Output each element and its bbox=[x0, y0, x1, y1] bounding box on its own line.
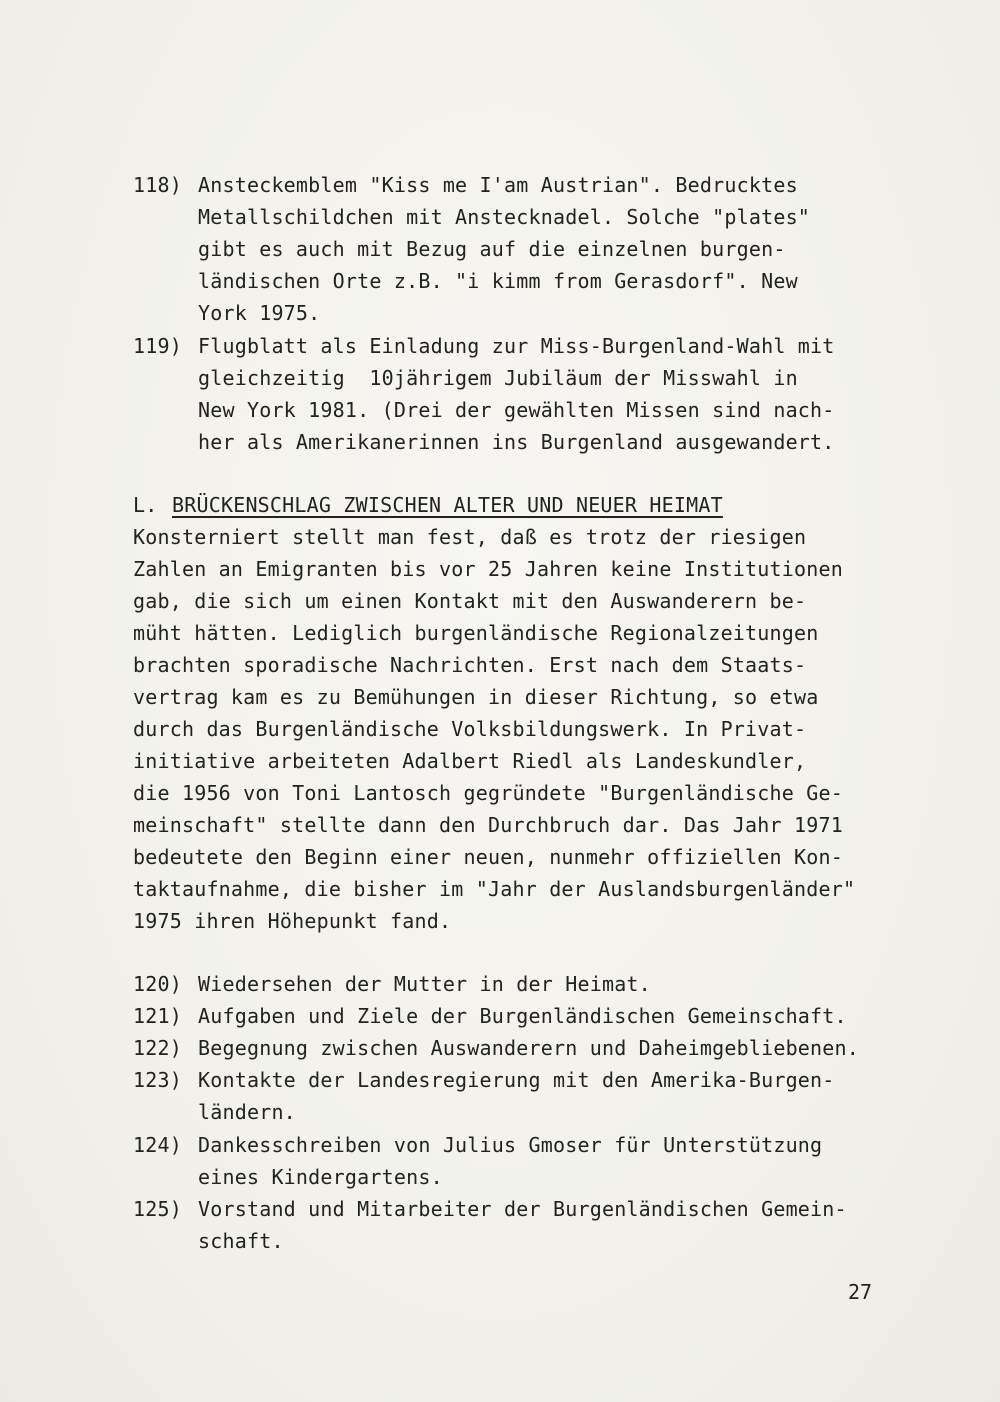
item-text-line: gibt es auch mit Bezug auf die einzelnen burgen- bbox=[198, 237, 786, 261]
item-number: 123) bbox=[133, 1068, 182, 1092]
item-text-line: her als Amerikanerinnen ins Burgenland ausgewandert. bbox=[198, 430, 835, 454]
item-number: 125) bbox=[133, 1197, 182, 1221]
item-number: 122) bbox=[133, 1036, 182, 1060]
item-text-line: Dankesschreiben von Julius Gmoser für Unterstützung bbox=[198, 1133, 823, 1157]
item-text-line: Vorstand und Mitarbeiter der Burgenländischen Gemein- bbox=[198, 1197, 847, 1221]
paragraph-line: die 1956 von Toni Lantosch gegründete "Burgenländische Ge- bbox=[133, 781, 843, 805]
item-number: 120) bbox=[133, 972, 182, 996]
paragraph-line: 1975 ihren Höhepunkt fand. bbox=[133, 909, 452, 933]
paragraph-line: Konsterniert stellt man fest, daß es trotz der riesigen bbox=[133, 525, 807, 549]
item-text-line: Metallschildchen mit Anstecknadel. Solche "plates" bbox=[198, 205, 811, 229]
item-text-line: Ansteckemblem "Kiss me I'am Austrian". Bedrucktes bbox=[198, 173, 798, 197]
paragraph-line: taktaufnahme, die bisher im "Jahr der Auslandsburgenländer" bbox=[133, 877, 856, 901]
section-letter: L. bbox=[133, 493, 158, 517]
page-number: 27 bbox=[848, 1280, 873, 1304]
section-title: BRÜCKENSCHLAG ZWISCHEN ALTER UND NEUER HEIMAT bbox=[172, 493, 723, 517]
paragraph-line: Zahlen an Emigranten bis vor 25 Jahren keine Institutionen bbox=[133, 557, 843, 581]
item-number: 124) bbox=[133, 1133, 182, 1157]
paragraph-line: gab, die sich um einen Kontakt mit den Auswanderern be- bbox=[133, 589, 807, 613]
item-text-line: gleichzeitig 10jährigem Jubiläum der Misswahl in bbox=[198, 366, 798, 390]
item-text-line: ländischen Orte z.B. "i kimm from Gerasdorf". New bbox=[198, 269, 798, 293]
item-text-line: eines Kindergartens. bbox=[198, 1165, 443, 1189]
item-text-line: York 1975. bbox=[198, 301, 321, 325]
item-text-line: ländern. bbox=[198, 1100, 296, 1124]
item-text-line: schaft. bbox=[198, 1229, 284, 1253]
item-text-line: Aufgaben und Ziele der Burgenländischen Gemeinschaft. bbox=[198, 1004, 847, 1028]
item-text-line: Begegnung zwischen Auswanderern und Daheimgebliebenen. bbox=[198, 1036, 860, 1060]
item-text-line: Wiedersehen der Mutter in der Heimat. bbox=[198, 972, 651, 996]
paragraph-line: brachten sporadische Nachrichten. Erst nach dem Staats- bbox=[133, 653, 807, 677]
paragraph-line: vertrag kam es zu Bemühungen in dieser Richtung, so etwa bbox=[133, 685, 819, 709]
item-text-line: New York 1981. (Drei der gewählten Missen sind nach- bbox=[198, 398, 835, 422]
paragraph-line: initiative arbeiteten Adalbert Riedl als Landeskundler, bbox=[133, 749, 807, 773]
item-number: 118) bbox=[133, 173, 182, 197]
paragraph-line: bedeutete den Beginn einer neuen, nunmehr offiziellen Kon- bbox=[133, 845, 843, 869]
paragraph-line: müht hätten. Lediglich burgenländische Regionalzeitungen bbox=[133, 621, 819, 645]
item-number: 119) bbox=[133, 334, 182, 358]
item-number: 121) bbox=[133, 1004, 182, 1028]
item-text-line: Kontakte der Landesregierung mit den Amerika-Burgen- bbox=[198, 1068, 835, 1092]
paragraph-line: durch das Burgenländische Volksbildungswerk. In Privat- bbox=[133, 717, 807, 741]
item-text-line: Flugblatt als Einladung zur Miss-Burgenland-Wahl mit bbox=[198, 334, 835, 358]
paragraph-line: meinschaft" stellte dann den Durchbruch dar. Das Jahr 1971 bbox=[133, 813, 843, 837]
